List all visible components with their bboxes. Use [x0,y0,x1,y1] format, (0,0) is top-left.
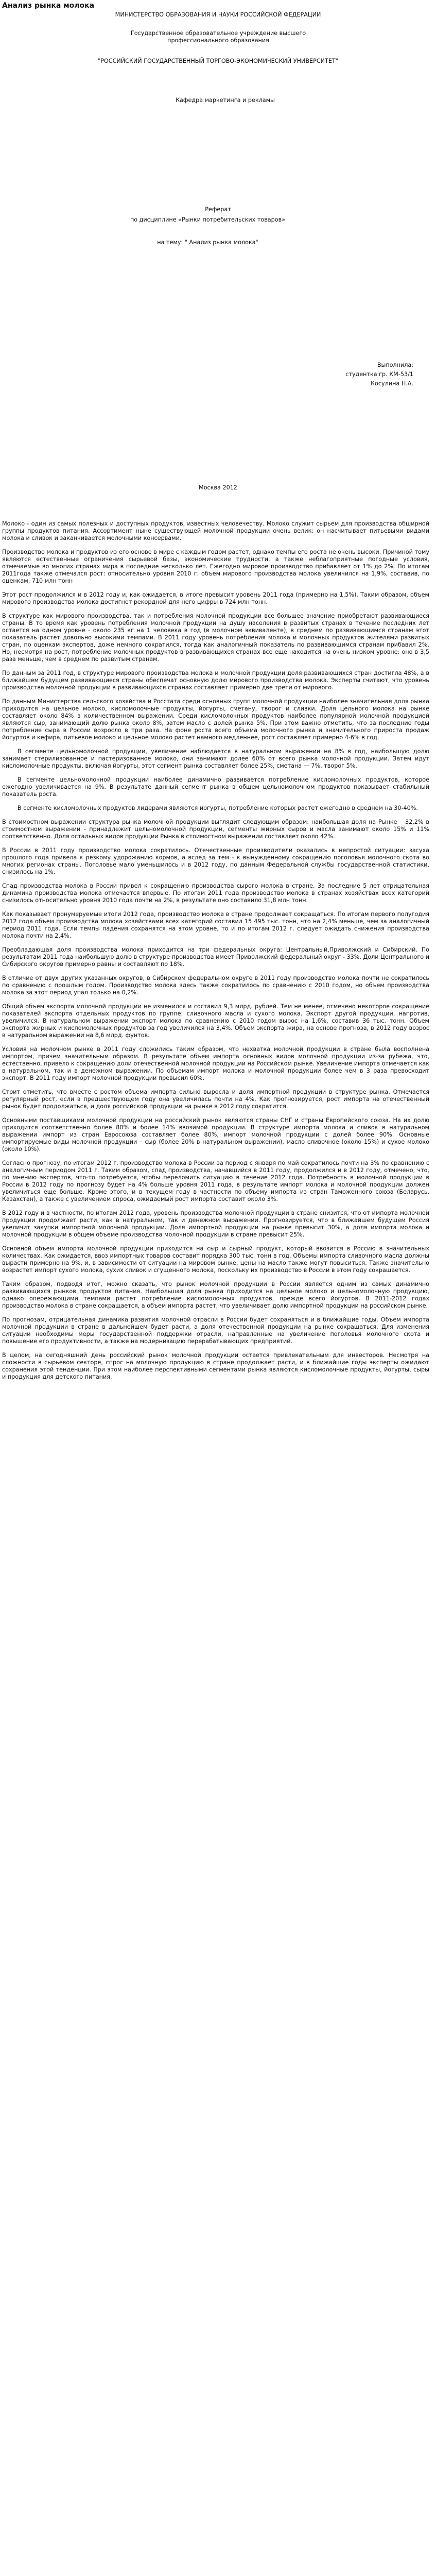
paragraph: Общий объем экспорта молочной продукции не изменился и составил 9,3 млрд. рублей. Тем не менее, отмечено некоторое сокращение показателей экспорта отдельных продуктов по группе: сливочного масла и сухого молока. Экспорт другой продукции, напротив, увеличился. В натуральном выражении экспорт молока по сравнению с 2010 годом вырос на 1,6%, составив 36 тыс. тонн. Объем экспорта жирных и кисломолочных продуктов за год увеличился на 3,4%. Объем экспорта жира, на основе прогноза, в 2012 году возрос в натуральном выражении на 8,6 млрд. фунтов. [2,1003,429,1039]
city-year: Москва 2012 [199,484,237,491]
paragraph: В стоимостном выражении структура рынка молочной продукции выглядит следующим образом: наибольшая доля на Рынке – 32,2% в стоимостном выражении - принадлежит цельномолочной продукции, сегменты жирных сыров и масла занимают около 15% и 11% соответственно. Доля остальных видов продукции Рынка в стоимостном выражении составляет около 42%. [2,819,429,840]
paragraph: В сегменте цельномолочной продукции наиболее динамично развивается потребление кисломолочных продуктов, которое ежегодно увеличивается на 9%. В результате данный сегмент рынка в общем цельномолочном продуктов показывает стабильный показатель роста. [2,776,429,798]
discipline-line: по дисциплине «Рынки потребительских товаров» [130,216,286,223]
paragraph: Спад производства молока в России привел к сокращению производства сырого молока в стране. За последние 5 лет отрицательная динамика производства молока отмечается впервые. По итогам 2011 года производство молока в странах хозяйствах всех категорий снизилось относительно уровня 2010 года почти на 2%, в результате оно составило 31,8 млн тонн. [2,883,429,904]
topic-line: на тему: " Анализ рынка молока" [157,239,258,246]
paragraph: В сегменте цельномолочной продукции, увеличение наблюдается в натуральном выражении на 8% в год, наибольшую долю занимает стерилизованное и пастеризованное молоко, они занимают долее 60% от всего рынка молочной продукции. Затем идут кисломолочные продукты, включая йогурты, этот сегмент рынка составляет более 25%, сметана — 7%, творог 5%. [2,748,429,769]
paragraph: Как показывает пронумеруемые итоги 2012 года, производство молока в стране продолжает сокращаться. По итогам первого полугодия 2012 года объем производства молока хозяйствами всех категорий составил 15 495 тыс. тонн, что на 2,4% меньше, чем за аналогичный период 2011 года. Если темпы падения сохранятся на этом уровне, то и по итогам 2012 г. следует ожидать снижения производства молока почти на 2,4%. [2,911,429,939]
paragraph: Условия на молочном рынке в 2011 году сложились таким образом, что нехватка молочной продукции в стране была восполнена импортом, причем значительным образом. В результате объем импорта основных видов молочной продукции из-за рубежа, что, естественно, привело к сокращению доли отечественной молочной продукции на Российском рынке. Увеличение импорта отмечается как в натуральном, так и в денежном выражении. По объемам импорт молока и молочной продукции более чем в 3 раза превосходит экспорт. В 2011 году импорт молочной продукции превысил 60%. [2,1046,429,1081]
paragraph: Основной объем импорта молочной продукции приходится на сыр и сырный продукт, который ввозится в Россию в значительных количествах. Как ожидается, ввоз импортных товаров составит порядка 300 тыс. тонн в год. Объемы импорта сливочного масла должны вырасти примерно на 9%, и, в зависимости от ситуации на мировом рынке, цены на масло также могут повыситься. Также значительно возрастет импорт сухого молока, сухих сливок и сгущенного молока, поскольку их производство в России в этом году сокращается. [2,1245,429,1274]
paragraph: В целом, на сегодняшний день российский рынок молочной продукции остается привлекательным для инвесторов. Несмотря на сложности в сырьевом секторе, спрос на молочную продукцию в стране продолжает расти, и в ближайшие годы эксперты ожидают сохранения этой тенденции. При этом наиболее перспективными сегментами рынка являются кисломолочные продукты, йогурты, сыры и продукция для детского питания. [2,1352,429,1380]
paragraph: Производство молока и продуктов из его основе в мире с каждым годом растет, однако темпы его роста не очень высоки. Причиной тому являются естественные ограничения сырьевой базы, экономические трудности, а также неблагоприятные погодные условия, отмечаемые во многих странах мира в последние несколько лет. Ежегодно мировое производство прибавляет от 1% до 2%. По итогам 2011года также отмечался рост: относительно уровня 2010 г. объем мирового производства молока увеличился на 1,9%, составив, по оценкам, 710 млн тонн [2,549,429,584]
paragraph: Этот рост продолжился и в 2012 году и, как ожидается, в итоге превысит уровень 2011 года (примерно на 1,5%). Таким образом, объем мирового производства молока достигнет рекордной для него цифры в 724 млн тонн. [2,591,429,605]
institution-name: Государственное образовательное учреждение высшего профессионального образования [130,30,306,44]
author-group: студентка гр. КМ-53/1 [345,371,413,378]
work-type-label: Реферат [205,206,231,213]
paragraph: В отличие от двух других указанных округов, в Сибирском федеральном округе в 2011 году производство молока почти не сократилось по сравнению с прошлым годом. Производство молока здесь также сократилось по сравнению с 2010 годом, но объем производства молока за этот период упал только на 0,2%. [2,975,429,996]
paragraph: В России в 2011 году производство молока сократилось. Отечественные производители оказались в непростой ситуации: засуха прошлого года привела к резкому удорожанию кормов, а вслед за тем - к вынужденному сокращению поголовья молочного скота во многих регионах страны. Поголовье мало уменьшилось и в 2012 году, по данным Федеральной службы государственной статистики, снизилось на 1%. [2,847,429,875]
author-label: Выполнила: [377,362,413,368]
document-title: Анализ рынка молока [2,2,95,10]
paragraph: В 2012 году и в частности, по итогам 2012 года, уровень производства молочной продукции в стране снизится, что от импорта молочной продукции продолжает расти, как в натуральном, так и денежном выражении. Прогнозируется, что в ближайшем будущем Россия увеличит закупки импортной молочной продукции. Доля импортной продукции на рынке превысит 30%, а доля импорта молока и молочной продукции в общем объеме производства молочной продукции в стране превысит 25%. [2,1210,429,1238]
author-block [345,362,413,389]
paragraph: В сегменте кисломолочных продуктов лидерами являются йогурты, потребление которых растет ежегодно в среднем на 30-40%. [18,805,418,811]
paragraph: Таким образом, подводя итог, можно сказать, что рынок молочной продукции в России является одним из самых динамично развивающихся рынков продуктов питания. Наибольшая доля рынка приходится на цельное молоко и цельномолочную продукцию, однако опережающими темпами растет потребление кисломолочных продуктов, прежде всего йогуртов. В 2011-2012 годах производство молока в стране сокращается, а объем импорта растет, что увеличивает долю импортной продукции на российском рынке. [2,1281,429,1309]
paragraph: Преобладающая доля производства молока приходится на три федеральных округа: Центральный,Приволжский и Сибирский. По результатам 2011 года наибольшую долю в структуре производства имеет Приволжский федеральный округ - 33%. Доли Центрального и Сибирского округов примерно равны и составляют по 18%. [2,946,429,968]
paragraph: Согласно прогнозу, по итогам 2012 г. производство молока в России за период с января по май сократилось почти на 3% по сравнению с аналогичным периодом 2011 г. Таким образом, спад производства, начавшийся в 2011 году, продолжился и в 2012 году, отмечено, что, по мнению экспертов, что-то потребуется, чтобы переломить ситуацию в течение 2012 года. Потребность в молочной продукции в России в 2012 году по прогнозу будет на 4% больше уровня 2011 года, в результате импорт молока и молочной продукции должен увеличиться еще больше. Кроме этого, и в текущем году в частности по объему импорта из стран Таможенного союза (Беларусь, Казахстан), а также с увеличением спроса, ожидаемый рост импорта составит около 3%. [2,1160,429,1202]
paragraph: Основными поставщиками молочной продукции на российский рынок являются страны СНГ и страны Европейского союза. На их долю приходится соответственно более 80% и более 14% ввозимой продукции. В структуре импорта молока и сливок в натуральном выражении импорт из стран Евросоюза составляет более 80%, импорт молочной продукции с долей более 90%. Основные импортируемые виды молочной продукции – сыр (более 20% в натуральном выражении), масло сливочное (около 15%) и сухое молоко (около 10%). [2,1117,429,1153]
department-name: Кафедра маркетинга и рекламы [176,97,275,104]
paragraph: В структуре как мирового производства, так и потребления молочной продукции все большее значение приобретают развивающиеся страны. В то время как уровень потребления молочной продукции на душу населения в развитых странах в течение последних лет остается на одном уровне - около 235 кг на 1 человека в год (в молочном эквиваленте), в среднем по развивающимся странам этот показатель растет довольно высокими темпами. В 2011 году уровень потребления молока и молочных продуктов жителями развитых стран, по оценкам экспертов, доже немного сократился, тогда как аналогичный показатель по развивающимся странам прибавил 2%. Но, несмотря на рост, потребление молочных продуктов в развивающихся странах все еще находится на очень низком уровне: оно в 3,5 раза меньше, чем в среднем по развитым странам. [2,613,429,663]
paragraph: Молоко - один из самых полезных и доступных продуктов, известных человечеству. Молоко служит сырьем для производства обширной группы продуктов питания. Ассортимент ныне существующей молочной продукции очень велик: он насчитывает питьевыми видами молока и сливок и заканчивается молочными консервами. [2,520,429,541]
paragraph: По данным за 2011 год, в структуре мирового производства молока и молочной продукции доля развивающихся стран достигла 48%, а в ближайшем будущем развивающиеся страны обеспечат основную долю мирового производства молока. Эксперты считают, что уровень производства молочной продукции в развивающихся странах составляет примерно две трети от мирового. [2,670,429,691]
ministry-name: МИНИСТЕРСТВО ОБРАЗОВАНИЯ И НАУКИ РОССИЙСКОЙ ФЕДЕРАЦИИ [115,11,321,18]
university-name: "РОССИЙСКИЙ ГОСУДАРСТВЕННЫЙ ТОРГОВО-ЭКОНОМИЧЕСКИЙ УНИВЕРСИТЕТ" [98,58,338,64]
paragraph: По прогнозам, отрицательная динамика развития молочной отрасли в России будет сохраняться и в ближайшие годы. Объем импорта молочной продукции в стране в дальнейшем будет расти, а доля отечественной продукции на рынке сокращаться. Для изменения ситуации необходимы меры государственной поддержки отрасли, направленные на увеличение поголовья молочного скота и повышение его продуктивности, а также на модернизацию перерабатывающих предприятий. [2,1316,429,1345]
paragraph: По данным Министерства сельского хозяйства и Росстата среди основных групп молочной продукции наиболее значительная доля рынка приходится на цельное молоко, кисломолочные продукты, йогурты, сметану, творог и сливки. Доля цельного молока на рынке составляет около 84% в количественном выражении. Среди кисломолочных продуктов наиболее популярной молочной продукцией являются сыр, занимающий долю рынка около 8%, затем масло с долей рынка 5%. При этом важно отметить, что за последние годы потребление сыра в России возросло в три раза. На фоне роста всего объема молочного рынка и значительного прироста продаж йогуртов и кефира, питьевое молоко и цельное молоко растет намного медленнее, рост составляет примерно 4-6% в год. [2,698,429,741]
report-body [2,520,429,1387]
paragraph: Стоит отметить, что вместе с ростом объема импорта сильно выросла и доля импортной продукции в структуре рынка. Отмечается регулярный рост, если в предшествующем году она увеличилась почти на 4%. Как прогнозируется, рост импорта на отечественный рынок будет продолжаться, и доля российской продукции на рынке в 2012 году сократится. [2,1089,429,1110]
author-name: Косулина Н.А. [371,380,413,387]
